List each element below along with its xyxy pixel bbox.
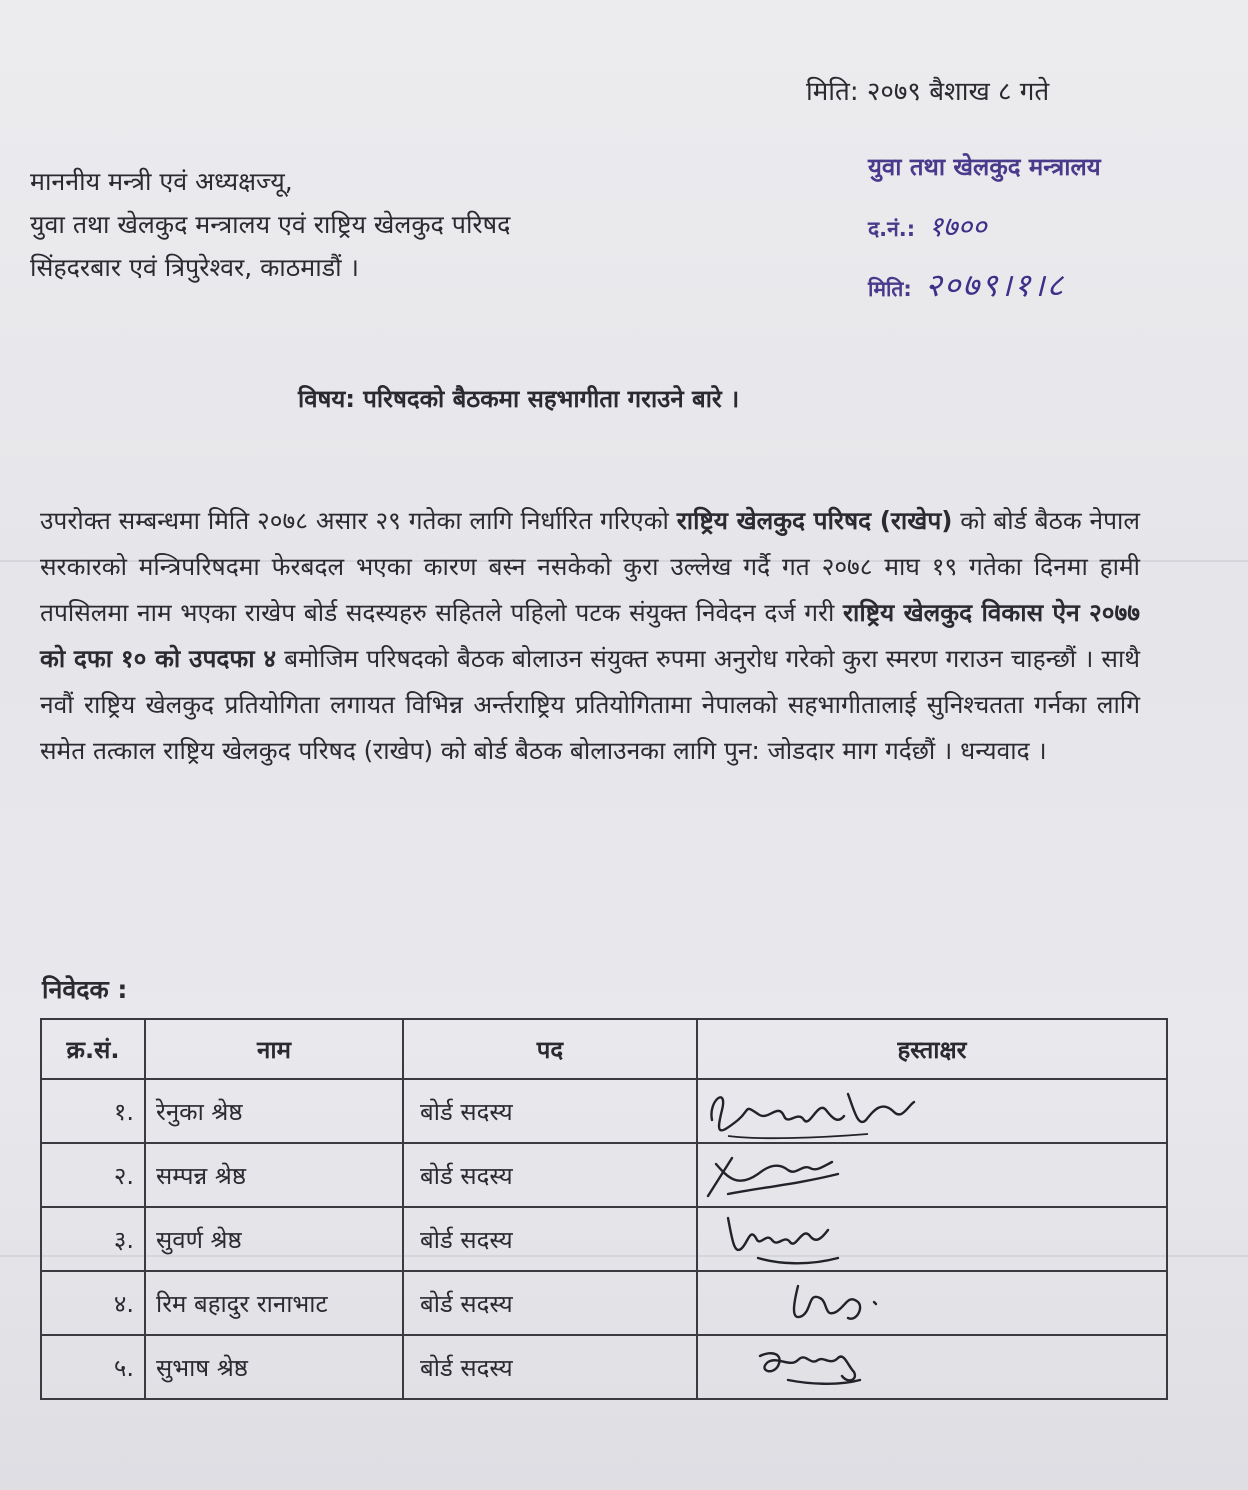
- column-header-name: नाम: [145, 1019, 403, 1079]
- table-header-row: [41, 1019, 1167, 1079]
- handwritten-signature: [698, 1080, 1078, 1144]
- row-signature-cell: [697, 1143, 1167, 1207]
- row-post: बोर्ड सदस्य: [403, 1271, 697, 1335]
- row-signature-cell: [697, 1335, 1167, 1399]
- subject-line: विषय: परिषदको बैठकमा सहभागीता गराउने बारे ।: [298, 385, 740, 413]
- row-signature-cell: [697, 1207, 1167, 1271]
- stamp-date-label: मिति:: [868, 277, 912, 301]
- stamp-darta-label: द.नं.:: [868, 217, 916, 241]
- row-post: बोर्ड सदस्य: [403, 1143, 697, 1207]
- body-bold-text: राष्ट्रिय खेलकुद परिषद (राखेप): [676, 506, 953, 535]
- recipient-line: सिंहदरबार एवं त्रिपुरेश्वर, काठमाडौं ।: [30, 253, 359, 282]
- stamp-date: [868, 263, 1101, 306]
- column-header-sn: क्र.सं.: [41, 1019, 145, 1079]
- row-post: बोर्ड सदस्य: [403, 1079, 697, 1143]
- body-text: उपरोक्त सम्बन्धमा मिति २०७८ असार २९ गतेका लागि निर्धारित गरिएको: [40, 506, 677, 535]
- signatory-table: [40, 1018, 1168, 1400]
- table-row: [41, 1271, 1167, 1335]
- row-sn: ४.: [41, 1271, 145, 1335]
- handwritten-signature: [698, 1272, 1078, 1336]
- table-row: [41, 1079, 1167, 1143]
- handwritten-signature: [698, 1208, 1078, 1272]
- table-row: [41, 1143, 1167, 1207]
- row-signature-cell: [697, 1079, 1167, 1143]
- row-name: सम्पन्न श्रेष्ठ: [145, 1143, 403, 1207]
- row-sn: ३.: [41, 1207, 145, 1271]
- recipient-line: युवा तथा खेलकुद मन्त्रालय एवं राष्ट्रिय खेलकुद परिषद: [30, 210, 511, 239]
- row-sn: ५.: [41, 1335, 145, 1399]
- row-post: बोर्ड सदस्य: [403, 1335, 697, 1399]
- table-row: [41, 1207, 1167, 1271]
- stamp-darta-number: १७००: [928, 210, 987, 243]
- row-post: बोर्ड सदस्य: [403, 1207, 697, 1271]
- recipient-line: माननीय मन्त्री एवं अध्यक्षज्यू,: [30, 167, 293, 196]
- stamp-title: युवा तथा खेलकुद मन्त्रालय: [868, 153, 1101, 181]
- recipient-address: [30, 160, 510, 289]
- row-name: रेनुका श्रेष्ठ: [145, 1079, 403, 1143]
- body-text: बमोजिम परिषदको बैठक बोलाउन संयुक्त रुपमा अनुरोध गरेको कुरा स्मरण गराउन चाहन्छौं । साथै नवौं राष्ट्रिय खेलकुद प्रतियोगिता लगायत विभिन्न अर्न्तराष्ट्रिय प्रतियोगितामा नेपालको सहभागीतालाई सुनिश्चतता गर्नका लागि समेत तत्काल राष्ट्रिय खेलकुद परिषद (राखेप) को बोर्ड बैठक बोलाउनका लागि पुन: जोडदार माग गर्दछौं । धन्यवाद ।: [40, 644, 1140, 765]
- body-text: को बोर्ड बैठक नेपाल सरकारको मन्त्रिपरिषदमा फेरबदल भएका कारण बस्न नसकेको कुरा उल्लेख गर्दै गत २०७८ माघ १९ गतेका दिनमा हामी तपसिलमा नाम भएका राखेप बोर्ड सदस्यहरु सहितले पहिलो पटक संयुक्त निवेदन दर्ज गरी: [40, 506, 1140, 627]
- stamp-date-value: २०७९।१।८: [925, 266, 1066, 304]
- letter-body: [40, 498, 1140, 774]
- row-signature-cell: [697, 1271, 1167, 1335]
- body-bold-text: राष्ट्रिय खेलकुद विकास ऐन २०७७ को दफा १० को उपदफा ४: [40, 598, 1140, 673]
- applicants-label: निवेदक :: [42, 975, 128, 1004]
- registration-stamp: [868, 150, 1101, 306]
- handwritten-signature: [698, 1336, 1078, 1400]
- handwritten-signature: [698, 1144, 1078, 1208]
- table-row: [41, 1335, 1167, 1399]
- row-name: सुभाष श्रेष्ठ: [145, 1335, 403, 1399]
- column-header-signature: हस्ताक्षर: [697, 1019, 1167, 1079]
- column-header-post: पद: [403, 1019, 697, 1079]
- row-sn: १.: [41, 1079, 145, 1143]
- letter-date: मिति: २०७९ बैशाख ८ गते: [806, 77, 1050, 107]
- row-name: रिम बहादुर रानाभाट: [145, 1271, 403, 1335]
- row-name: सुवर्ण श्रेष्ठ: [145, 1207, 403, 1271]
- row-sn: २.: [41, 1143, 145, 1207]
- stamp-darta: [868, 207, 1101, 245]
